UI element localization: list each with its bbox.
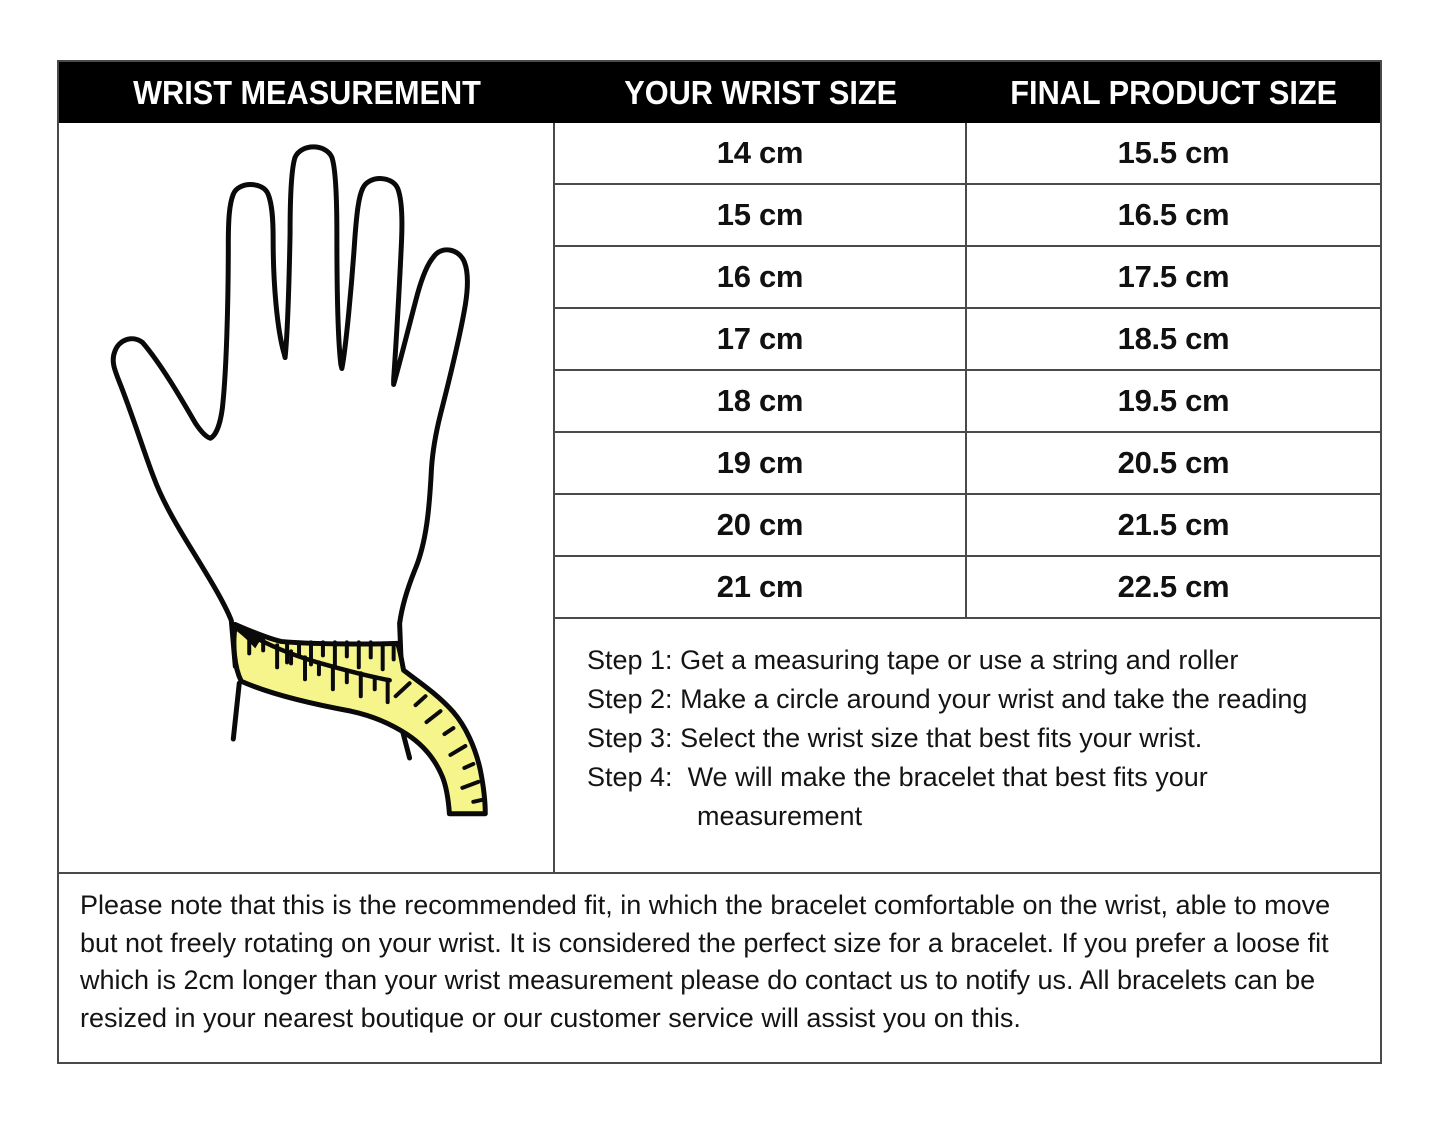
wrist-size-cell: 20 cm bbox=[555, 495, 967, 555]
column-header-final-product-size bbox=[967, 62, 1380, 123]
column-header-label: WRIST MEASUREMENT bbox=[133, 73, 481, 111]
steps-instructions bbox=[555, 619, 1380, 872]
product-size-cell: 22.5 cm bbox=[1117, 569, 1230, 604]
table-row bbox=[555, 557, 1380, 619]
table-row bbox=[555, 495, 1380, 557]
product-size-cell: 16.5 cm bbox=[1117, 197, 1230, 232]
wrist-size-cell: 15 cm bbox=[555, 185, 967, 245]
wrist-size-cell: 17 cm bbox=[555, 309, 967, 369]
step-line: measurement bbox=[697, 801, 863, 831]
product-size-cell: 18.5 cm bbox=[1117, 321, 1230, 356]
table-header bbox=[59, 62, 1380, 123]
table-row bbox=[555, 309, 1380, 371]
hand-outline bbox=[113, 147, 467, 674]
column-header-wrist-measurement bbox=[59, 62, 555, 123]
left-wrist-stub bbox=[233, 683, 239, 739]
step-line: Step 4: We will make the bracelet that best fits your bbox=[587, 762, 1208, 792]
product-size-cell: 19.5 cm bbox=[1117, 383, 1230, 418]
wrist-size-cell: 19 cm bbox=[555, 433, 967, 493]
note-text: Please note that this is the recommended fit, in which the bracelet comfortable on the wrist, able to move but not freely rotating on your wrist. It is considered the perfect size for a bracelet. If you prefer a loose fit which is 2cm longer than your wrist measurement please do contact us to notify us. All bracelets can be resized in your nearest boutique or our customer service will assist you on this. bbox=[80, 890, 1331, 1033]
step-line: Step 1: Get a measuring tape or use a string and roller bbox=[587, 645, 1239, 675]
product-size-cell: 21.5 cm bbox=[1117, 507, 1230, 542]
table-row bbox=[555, 247, 1380, 309]
size-guide-sheet bbox=[57, 60, 1382, 1064]
step-line: Step 3: Select the wrist size that best fits your wrist. bbox=[587, 723, 1203, 753]
table-row bbox=[555, 371, 1380, 433]
step-line: Step 2: Make a circle around your wrist and take the reading bbox=[587, 684, 1308, 714]
wrist-size-cell: 14 cm bbox=[555, 123, 967, 183]
table-row bbox=[555, 123, 1380, 185]
column-header-your-wrist-size bbox=[555, 62, 967, 123]
product-size-cell: 17.5 cm bbox=[1117, 259, 1230, 294]
table-row bbox=[555, 185, 1380, 247]
note-section bbox=[59, 872, 1380, 1062]
product-size-cell: 20.5 cm bbox=[1117, 445, 1230, 480]
column-header-label: YOUR WRIST SIZE bbox=[624, 73, 898, 111]
hand-tape-svg bbox=[59, 123, 553, 872]
product-size-cell: 15.5 cm bbox=[1117, 135, 1230, 170]
wrist-size-cell: 18 cm bbox=[555, 371, 967, 431]
wrist-size-cell: 21 cm bbox=[555, 557, 967, 617]
table-row bbox=[555, 433, 1380, 495]
hand-with-measuring-tape-illustration bbox=[59, 123, 555, 872]
column-header-label: FINAL PRODUCT SIZE bbox=[1010, 73, 1337, 111]
size-table-rows bbox=[555, 123, 1380, 619]
wrist-size-cell: 16 cm bbox=[555, 247, 967, 307]
